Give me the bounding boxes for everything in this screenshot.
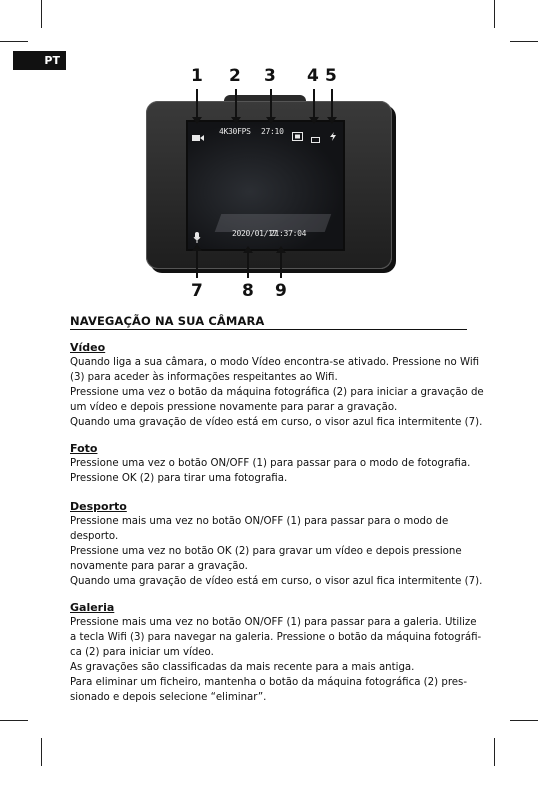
- paragraph-line: Pressione OK (2) para tirar uma fotografia.: [70, 473, 288, 484]
- paragraph-line: Pressione mais uma vez no botão ON/OFF (1) para passar para a galeria. Utilize: [70, 617, 477, 628]
- paragraph-line: Quando uma gravação de vídeo está em curso, o visor azul fica intermitente (7).: [70, 576, 483, 587]
- date-readout: 2020/01/17: [232, 229, 278, 238]
- crop-mark: [510, 720, 538, 721]
- paragraph-line: As gravações são classificadas da mais recente para a mais antiga.: [70, 662, 415, 673]
- paragraph-line: Para eliminar um ficheiro, mantenha o botão da máquina fotográfica (2) pres-: [70, 677, 468, 688]
- crop-mark: [0, 41, 28, 42]
- section-title: Desporto: [70, 500, 127, 513]
- crop-mark: [41, 0, 42, 28]
- crop-mark: [0, 720, 28, 721]
- callout-8: 8: [242, 281, 254, 301]
- callout-1: 1: [191, 66, 203, 86]
- section-photo: [70, 441, 470, 486]
- callout-5: 5: [325, 66, 337, 86]
- resolution-readout: 4K30FPS: [219, 127, 251, 136]
- crop-mark: [41, 738, 42, 766]
- arrow-7: [196, 246, 198, 278]
- paragraph-line: a tecla Wifi (3) para navegar na galeria. Pressione o botão da máquina fotográfi-: [70, 632, 482, 643]
- clock-readout: 21:37:04: [270, 229, 307, 238]
- section-video: [70, 340, 484, 430]
- paragraph-line: desporto.: [70, 531, 119, 542]
- paragraph-line: Quando uma gravação de vídeo está em curso, o visor azul fica intermitente (7).: [70, 417, 483, 428]
- arrow-8: [247, 248, 249, 278]
- paragraph-line: Quando liga a sua câmara, o modo Vídeo encontra-se ativado. Pressione no Wifi: [70, 357, 480, 368]
- paragraph-line: novamente para parar a gravação.: [70, 561, 248, 572]
- paragraph-line: (3) para aceder às informações respeitantes ao Wifi.: [70, 372, 338, 383]
- time-remaining-readout: 27:10: [261, 127, 284, 136]
- paragraph-line: Pressione uma vez o botão da máquina fotográfica (2) para iniciar a gravação de: [70, 387, 484, 398]
- section-sport: [70, 499, 483, 589]
- callout-9: 9: [275, 281, 287, 301]
- heading-rule: [70, 329, 467, 330]
- arrow-2: [235, 89, 237, 122]
- callout-7: 7: [191, 281, 203, 301]
- arrow-3: [270, 89, 272, 122]
- arrow-5: [331, 89, 333, 122]
- arrow-9: [280, 248, 282, 278]
- section-title: Vídeo: [70, 341, 106, 354]
- arrow-4: [313, 89, 315, 122]
- paragraph-line: Pressione uma vez no botão OK (2) para gravar um vídeo e depois pressione: [70, 546, 462, 557]
- section-title: Foto: [70, 442, 98, 455]
- paragraph-line: ca (2) para iniciar um vídeo.: [70, 647, 214, 658]
- paragraph-line: sionado e depois selecione “eliminar”.: [70, 692, 267, 703]
- sd-card-icon: [292, 126, 303, 145]
- battery-icon: [311, 128, 321, 147]
- language-tab: PT: [13, 51, 66, 70]
- callout-2: 2: [229, 66, 241, 86]
- crop-mark: [494, 0, 495, 28]
- section-title: Galeria: [70, 601, 115, 614]
- paragraph-line: Pressione mais uma vez no botão ON/OFF (1) para passar para o modo de: [70, 516, 449, 527]
- paragraph-line: Pressione uma vez o botão ON/OFF (1) para passar para o modo de fotografia.: [70, 458, 471, 469]
- crop-mark: [494, 738, 495, 766]
- page-heading: NAVEGAÇÃO NA SUA CÂMARA: [70, 314, 265, 328]
- crop-mark: [510, 41, 538, 42]
- lightning-icon: [330, 126, 336, 145]
- paragraph-line: um vídeo e depois pressione novamente para parar a gravação.: [70, 402, 398, 413]
- video-camera-icon: [192, 127, 204, 146]
- arrow-1: [196, 89, 198, 122]
- callout-4: 4: [307, 66, 319, 86]
- callout-3: 3: [264, 66, 276, 86]
- section-gallery: [70, 600, 482, 705]
